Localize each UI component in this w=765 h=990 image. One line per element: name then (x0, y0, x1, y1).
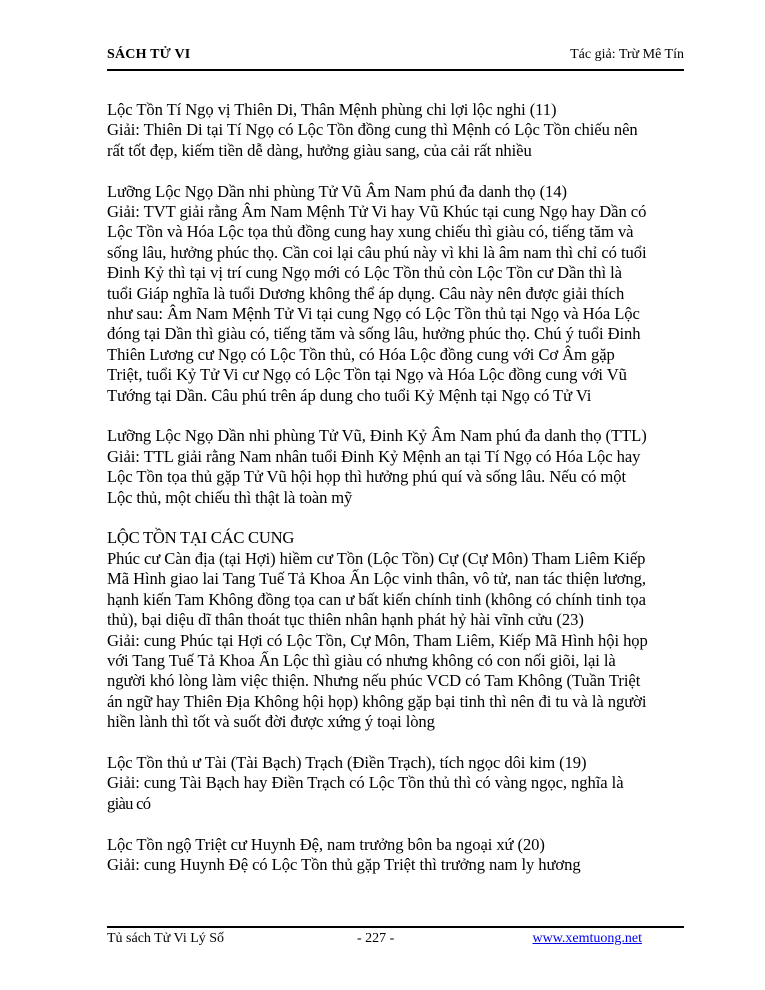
text-line: Giải: cung Phúc tại Hợi có Lộc Tồn, Cự Môn, Tham Liêm, Kiếp Mã Hình hội họp (107, 630, 648, 650)
page-header (107, 43, 684, 71)
page-body (107, 100, 692, 896)
text-line: Mã Hình giao lai Tang Tuế Tả Khoa Ấn Lộc vinh thân, vô tử, nan tác thiện lương, (107, 569, 646, 589)
text-line: án ngữ hay Thiên Địa Không hội họp) không gặp bại tinh thì nên đi tu và là người (107, 691, 647, 711)
text-line: Tướng tại Dần. Câu phú trên áp dung cho tuổi Kỷ Mệnh tại Ngọ có Tử Vi (107, 385, 592, 405)
text-line: LỘC TỒN TẠI CÁC CUNG (107, 528, 295, 548)
text-line: giàu có (107, 793, 151, 813)
text-line: hiền lành thì tốt và suốt đời được xứng ý toại lòng (107, 712, 435, 732)
text-line: Giải: cung Tài Bạch hay Điền Trạch có Lộc Tồn thủ thì có vàng ngọc, nghĩa là (107, 773, 624, 793)
text-line: Lộc thủ, một chiếu thì thật là toàn mỹ (107, 487, 353, 507)
paragraph (107, 426, 692, 508)
book-title: SÁCH TỬ VI (107, 47, 191, 62)
paragraph (107, 835, 692, 876)
text-line: đóng tại Dần thì giàu có, tiếng tăm và sống lâu, hưởng phúc thọ. Chú ý tuổi Đinh (107, 324, 641, 344)
text-line: Lộc Tồn tọa thủ gặp Tử Vũ hội họp thì hưởng phú quí và sống lâu. Nếu có một (107, 467, 627, 487)
text-line: hạnh kiến Tam Không đồng tọa can ư bất kiến chính tinh (không có chính tinh tọa (107, 589, 646, 609)
text-line: Giải: Thiên Di tại Tí Ngọ có Lộc Tồn đồng cung thì Mệnh có Lộc Tồn chiếu nên (107, 120, 638, 140)
text-line: tuổi Giáp nghĩa là tuổi Dương không thể áp dụng. Câu này nên được giải thích (107, 283, 625, 303)
text-line: Phúc cư Càn địa (tại Hợi) hiềm cư Tồn (Lộc Tồn) Cự (Cự Môn) Tham Liêm Kiếp (107, 548, 646, 568)
text-line: Giải: TTL giải rằng Nam nhân tuổi Đinh Kỷ Mệnh an tại Tí Ngọ có Hóa Lộc hay (107, 446, 641, 466)
author-credit: Tác giả: Trừ Mê Tín (570, 47, 684, 62)
text-line: Lưỡng Lộc Ngọ Dần nhi phùng Tử Vũ Âm Nam phú đa danh thọ (14) (107, 181, 567, 201)
text-line: Giải: TVT giải rằng Âm Nam Mệnh Tử Vi hay Vũ Khúc tại cung Ngọ hay Dần có (107, 202, 647, 222)
text-line: Giải: cung Huynh Đệ có Lộc Tồn thủ gặp Triệt thì trưởng nam ly hương (107, 854, 581, 874)
series-name: Tủ sách Tử Vi Lý Số (107, 931, 225, 946)
text-line: Triệt, tuổi Kỷ Tử Vi cư Ngọ có Lộc Tồn tại Ngọ và Hóa Lộc đồng cung với Vũ (107, 365, 627, 385)
text-line: Lộc Tồn ngộ Triệt cư Huynh Đệ, nam trưởng bôn ba ngoại xứ (20) (107, 834, 545, 854)
text-line: sống lâu, hưởng phúc thọ. Cần coi lại câu phú này vì khi là âm nam thì chỉ có tuổi (107, 242, 647, 262)
text-line: Lưỡng Lộc Ngọ Dần nhi phùng Tử Vũ, Đinh Kỷ Âm Nam phú đa danh thọ (TTL) (107, 426, 647, 446)
paragraph (107, 528, 692, 732)
text-line: Đinh Kỷ thì tại vị trí cung Ngọ mới có Lộc Tồn thủ còn Lộc Tồn cư Dần thì là (107, 263, 622, 283)
text-line: Lộc Tồn và Hóa Lộc tọa thủ đồng cung hay xung chiếu thì giàu có, tiếng tăm và (107, 222, 634, 242)
page-number: - 227 - (357, 931, 395, 946)
text-line: với Tang Tuế Tả Khoa Ấn Lộc thì giàu có nhưng không có con nối giõi, lại là (107, 650, 616, 670)
text-line: Lộc Tồn thủ ư Tài (Tài Bạch) Trạch (Điền Trạch), tích ngọc dôi kim (19) (107, 752, 587, 772)
text-line: rất tốt đẹp, kiếm tiền dễ dàng, hưởng giàu sang, của cải rất nhiều (107, 140, 532, 160)
page-footer (107, 926, 684, 950)
text-line: như sau: Âm Nam Mệnh Tử Vi tại cung Ngọ có Lộc Tồn thủ tại Ngọ và Hóa Lộc (107, 304, 640, 324)
paragraph (107, 753, 692, 814)
paragraph (107, 182, 692, 406)
text-line: người khó lòng làm việc thiện. Nhưng nếu phúc VCD có Tam Không (Tuần Triệt (107, 671, 641, 691)
text-line: thủ), bại diệu dĩ thân thoát tục thiên nhân hạnh phát hỷ hài vĩnh cửu (23) (107, 610, 584, 630)
website-link[interactable]: www.xemtuong.net (532, 931, 642, 946)
paragraph (107, 100, 692, 161)
text-line: Lộc Tồn Tí Ngọ vị Thiên Di, Thân Mệnh phùng chi lợi lộc nghi (11) (107, 100, 557, 119)
text-line: Thiên Lương cư Ngọ có Lộc Tồn thủ, có Hóa Lộc đồng cung với Cơ Âm gặp (107, 344, 615, 364)
